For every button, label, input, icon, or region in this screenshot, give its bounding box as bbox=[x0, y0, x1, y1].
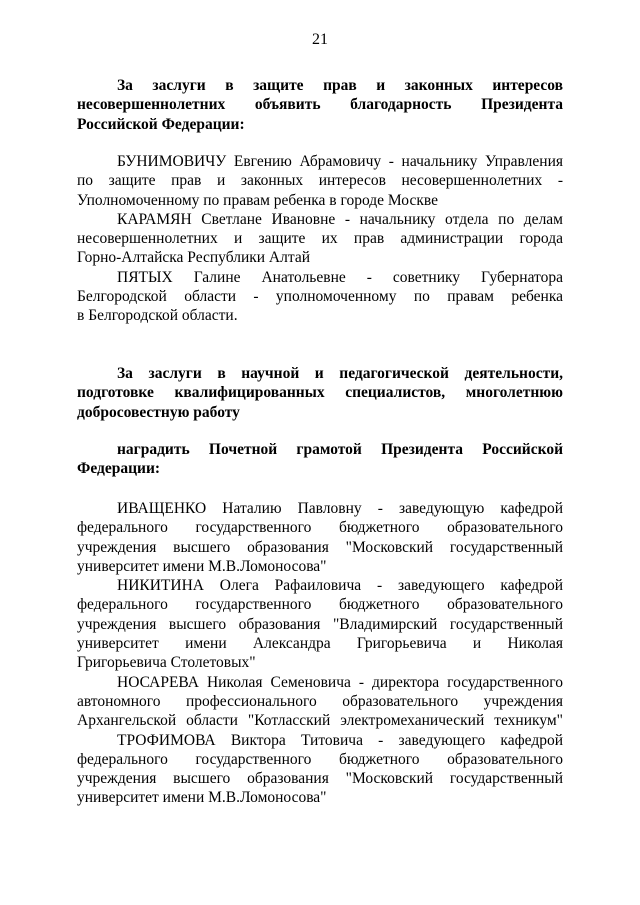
entry-line: Григорьевича Столетовых" bbox=[77, 654, 256, 672]
entry-line: университет имени М.В.Ломоносова" bbox=[77, 557, 327, 575]
entry-nosarev bbox=[77, 673, 563, 731]
heading-line: подготовке квалифицированных специалистов, многолетнюю bbox=[77, 384, 563, 402]
entry-line: учреждения высшего образования "Московский государственный bbox=[77, 538, 563, 556]
subheading-line: Федерации: bbox=[77, 460, 161, 478]
heading-line: несовершеннолетних объявить благодарность Президента bbox=[77, 96, 563, 114]
section-2-subheading bbox=[77, 440, 563, 479]
entry-line: университет имени М.В.Ломоносова" bbox=[77, 789, 327, 807]
heading-line: добросовестную работу bbox=[77, 403, 240, 421]
entry-line: университет имени Александра Григорьевича и Николая bbox=[77, 635, 563, 653]
entry-line: ИВАЩЕНКО Наталию Павловну - заведующую кафедрой bbox=[117, 500, 563, 517]
section-1-entries bbox=[77, 152, 563, 326]
entry-line: федерального государственного бюджетного образовательного bbox=[77, 519, 563, 537]
entry-line: ПЯТЫХ Галине Анатольевне - советнику Губернатора bbox=[117, 268, 563, 286]
section-2-heading bbox=[77, 364, 563, 422]
entry-line: учреждения высшего образования "Московский государственный bbox=[77, 770, 563, 788]
entry-line: ТРОФИМОВА Виктора Титовича - заведующего кафедрой bbox=[117, 731, 563, 749]
entry-line: Архангельской области "Котласский электромеханический техникум" bbox=[77, 712, 563, 730]
entry-line: НИКИТИНА Олега Рафаиловича - заведующего кафедрой bbox=[117, 577, 563, 595]
heading-line: Российской Федерации: bbox=[77, 115, 245, 133]
entry-line: федерального государственного бюджетного образовательного bbox=[77, 596, 563, 614]
entry-nikitin bbox=[77, 576, 563, 672]
entry-line: федерального государственного бюджетного образовательного bbox=[77, 750, 563, 768]
entry-line: КАРАМЯН Светлане Ивановне - начальнику отдела по делам bbox=[117, 210, 563, 228]
entry-ivashchenko bbox=[77, 499, 563, 576]
entry-karamyan bbox=[77, 210, 563, 268]
heading-line: За заслуги в научной и педагогической деятельности, bbox=[117, 365, 563, 382]
entry-line: НОСАРЕВА Николая Семеновича - директора государственного bbox=[117, 673, 563, 691]
subheading-line: наградить Почетной грамотой Президента Российской bbox=[117, 441, 563, 458]
entry-pyatykh bbox=[77, 268, 563, 326]
section-2-entries bbox=[77, 499, 563, 808]
entry-line: Горно-Алтайска Республики Алтай bbox=[77, 249, 310, 267]
entry-bunimovich bbox=[77, 152, 563, 210]
page-number: 21 bbox=[312, 31, 328, 48]
entry-line: несовершеннолетних и защите их прав администрации города bbox=[77, 230, 563, 248]
entry-line: БУНИМОВИЧУ Евгению Абрамовичу - начальнику Управления bbox=[117, 153, 563, 170]
entry-line: Белгородской области - уполномоченному по правам ребенка bbox=[77, 288, 563, 306]
entry-line: автономного профессионального образовательного учреждения bbox=[77, 692, 563, 710]
entry-line: по защите прав и законных интересов несовершеннолетних - bbox=[77, 172, 563, 190]
entry-line: Уполномоченному по правам ребенка в городе Москве bbox=[77, 191, 438, 209]
entry-trofimov bbox=[77, 731, 563, 808]
heading-line: За заслуги в защите прав и законных интересов bbox=[117, 77, 563, 94]
section-1-heading bbox=[77, 76, 563, 134]
entry-line: учреждения высшего образования "Владимирский государственный bbox=[77, 615, 563, 633]
entry-line: в Белгородской области. bbox=[77, 307, 238, 325]
